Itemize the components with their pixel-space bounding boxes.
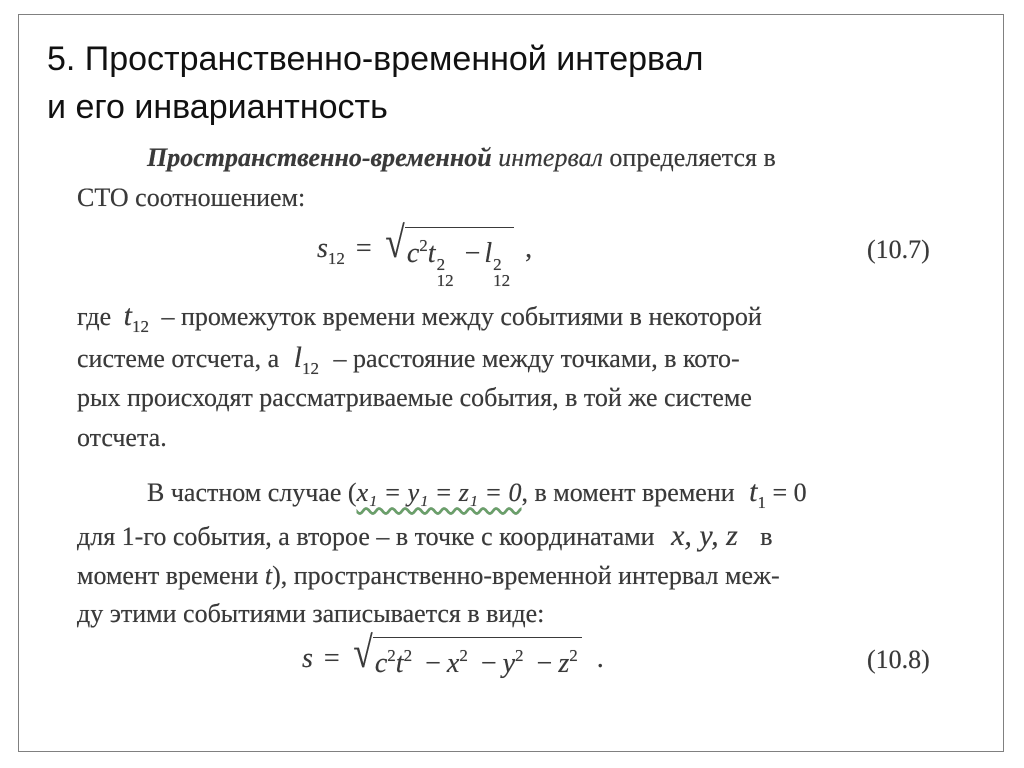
equation-10-8	[302, 628, 604, 682]
paragraph1-line1	[147, 143, 776, 173]
var-xyz: x, y, z	[671, 519, 738, 552]
paragraph3-line3: момент времени t), пространственно-временной интервал меж-	[77, 561, 780, 590]
var-t1: $t_1$	[749, 475, 767, 512]
var-l12: $l_{12}$	[293, 341, 319, 378]
sqrt-symbol: √	[385, 218, 405, 267]
t1-equals-zero: = 0	[772, 478, 807, 507]
paragraph2-line1: где $t_{12}$ – промежуток времени между событиями в некоторой	[77, 299, 762, 336]
eq1-radicand: $c^2t$ 2 12 − l 2 12	[405, 227, 514, 289]
eq2-period: .	[596, 643, 604, 674]
paragraph2-line3: рых происходят рассматриваемые события, в той же системе	[77, 383, 752, 412]
eq2-sqrt	[351, 628, 582, 682]
equation-number-10-8: (10.8)	[867, 645, 930, 674]
term-italic: интервал	[498, 143, 603, 172]
paragraph1-line2: СТО соотношением:	[77, 183, 306, 212]
eq2-equals: =	[323, 643, 340, 674]
slide-title	[47, 35, 977, 131]
paragraph2-line2: системе отсчета, а $l_{12}$ – расстояние между точками, в кото-	[77, 341, 740, 378]
equation-10-7	[317, 218, 533, 290]
paragraph1-text-a: определяется в	[609, 143, 776, 172]
eq1-equals: =	[355, 233, 372, 264]
paragraph2-line4: отсчета.	[77, 423, 167, 452]
condition-coords-zero: x₁ = y₁ = z₁ = 0	[356, 478, 522, 507]
eq1-comma: ,	[525, 233, 533, 264]
paragraph3-line1: В частном случае (x₁ = y₁ = z₁ = 0, в момент времени $t_1 = 0$	[147, 475, 807, 512]
var-t: t	[264, 561, 273, 590]
paragraph3-line2: для 1-го события, а второе – в точке с координатами x, y, z в	[77, 519, 773, 552]
slide-frame	[18, 14, 1004, 752]
eq2-radicand: $c^2t^2 - x^2 - y^2 - z^2$	[373, 637, 582, 682]
var-t12: $t_{12}$	[123, 299, 149, 336]
paragraph3-line4: ду этими событиями записывается в виде:	[77, 599, 545, 628]
equation-number-10-7: (10.7)	[867, 235, 930, 264]
eq2-lhs: s	[302, 643, 313, 674]
sqrt-symbol: √	[353, 628, 373, 677]
term-bold: Пространственно-временной	[147, 143, 492, 172]
slide-title-line1: 5. Пространственно-временной интервал	[47, 40, 704, 78]
slide-title-line2: и его инвариантность	[47, 88, 388, 126]
eq1-lhs: $s_{12}$	[317, 233, 345, 268]
eq1-sqrt	[383, 218, 514, 290]
